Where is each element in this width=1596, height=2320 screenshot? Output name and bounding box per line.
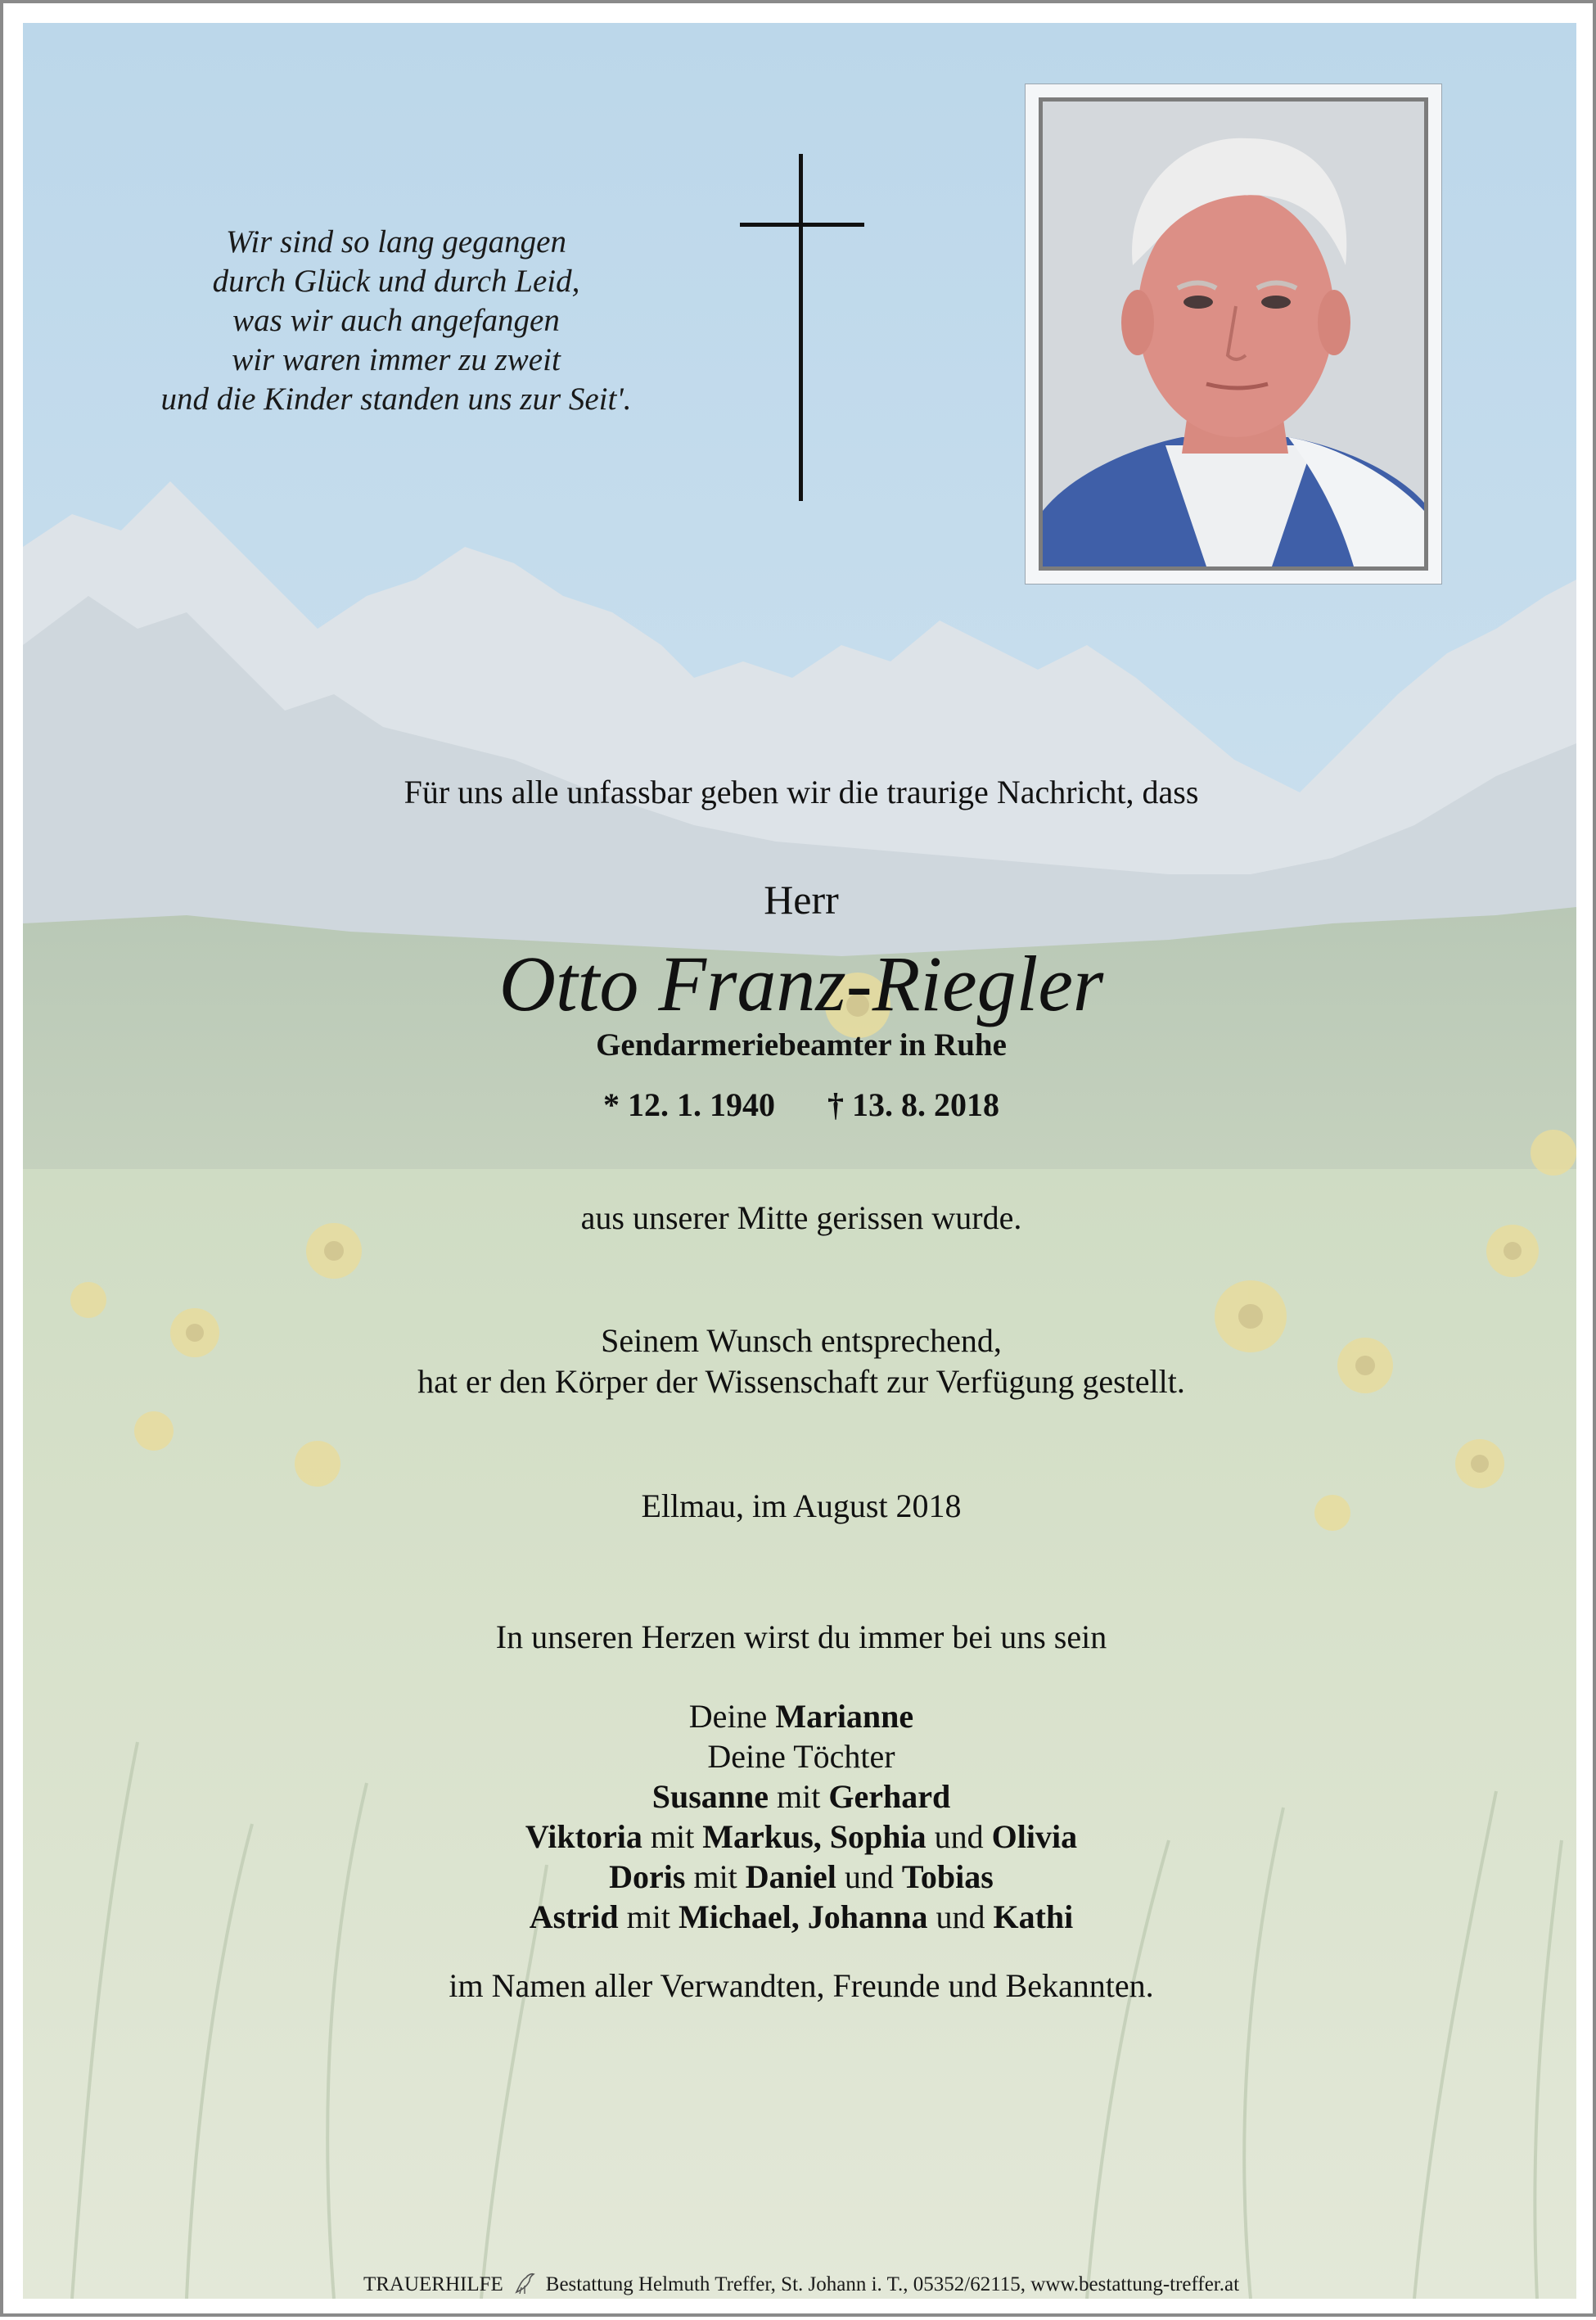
death-date: † 13. 8. 2018	[827, 1086, 999, 1123]
poem-line: wir waren immer zu zweit	[232, 342, 561, 377]
portrait-frame	[1025, 84, 1442, 585]
dove-icon	[513, 2271, 536, 2295]
family-line: Susanne mit Gerhard	[651, 1778, 951, 1815]
birth-date: * 12. 1. 1940	[603, 1086, 775, 1123]
namen-text: im Namen aller Verwandten, Freunde und Bekannten.	[449, 1967, 1154, 2004]
poem	[101, 223, 691, 419]
family-line: Deine Marianne	[688, 1698, 914, 1735]
family-line: Viktoria mit Markus, Sophia und Olivia	[525, 1818, 1078, 1855]
poem-line: durch Glück und durch Leid,	[212, 264, 580, 299]
footer	[3, 2271, 1596, 2296]
family-line: Astrid mit Michael, Johanna und Kathi	[529, 1898, 1074, 1935]
herzen-text: In unseren Herzen wirst du immer bei uns sein	[495, 1618, 1107, 1655]
wish-line: hat er den Körper der Wissenschaft zur Verfügung gestellt.	[417, 1363, 1185, 1400]
occupation: Gendarmeriebeamter in Ruhe	[596, 1027, 1007, 1063]
deceased-name: Otto Franz-Riegler	[498, 940, 1104, 1027]
place-date: Ellmau, im August 2018	[641, 1487, 962, 1524]
poem-line: was wir auch angefangen	[232, 303, 560, 338]
poem-line: Wir sind so lang gegangen	[226, 224, 566, 260]
wish-line: Seinem Wunsch entsprechend,	[601, 1322, 1002, 1359]
family-line: Doris mit Daniel und Tobias	[609, 1858, 994, 1895]
life-dates	[3, 1086, 1596, 1124]
footer-brand: TRAUERHILFE	[363, 2273, 503, 2295]
portrait-photo	[1039, 97, 1428, 571]
mitte-text: aus unserer Mitte gerissen wurde.	[580, 1199, 1022, 1236]
cross-icon	[740, 154, 864, 501]
family-line: Deine Töchter	[707, 1738, 895, 1775]
intro-text: Für uns alle unfassbar geben wir die traurige Nachricht, dass	[404, 774, 1199, 810]
salutation: Herr	[764, 877, 839, 923]
family-list	[3, 1696, 1596, 1937]
footer-company: Bestattung Helmuth Treffer, St. Johann i. T., 05352/62115, www.bestattung-treffer.at	[545, 2273, 1240, 2295]
poem-line: und die Kinder standen uns zur Seit'.	[160, 381, 632, 417]
